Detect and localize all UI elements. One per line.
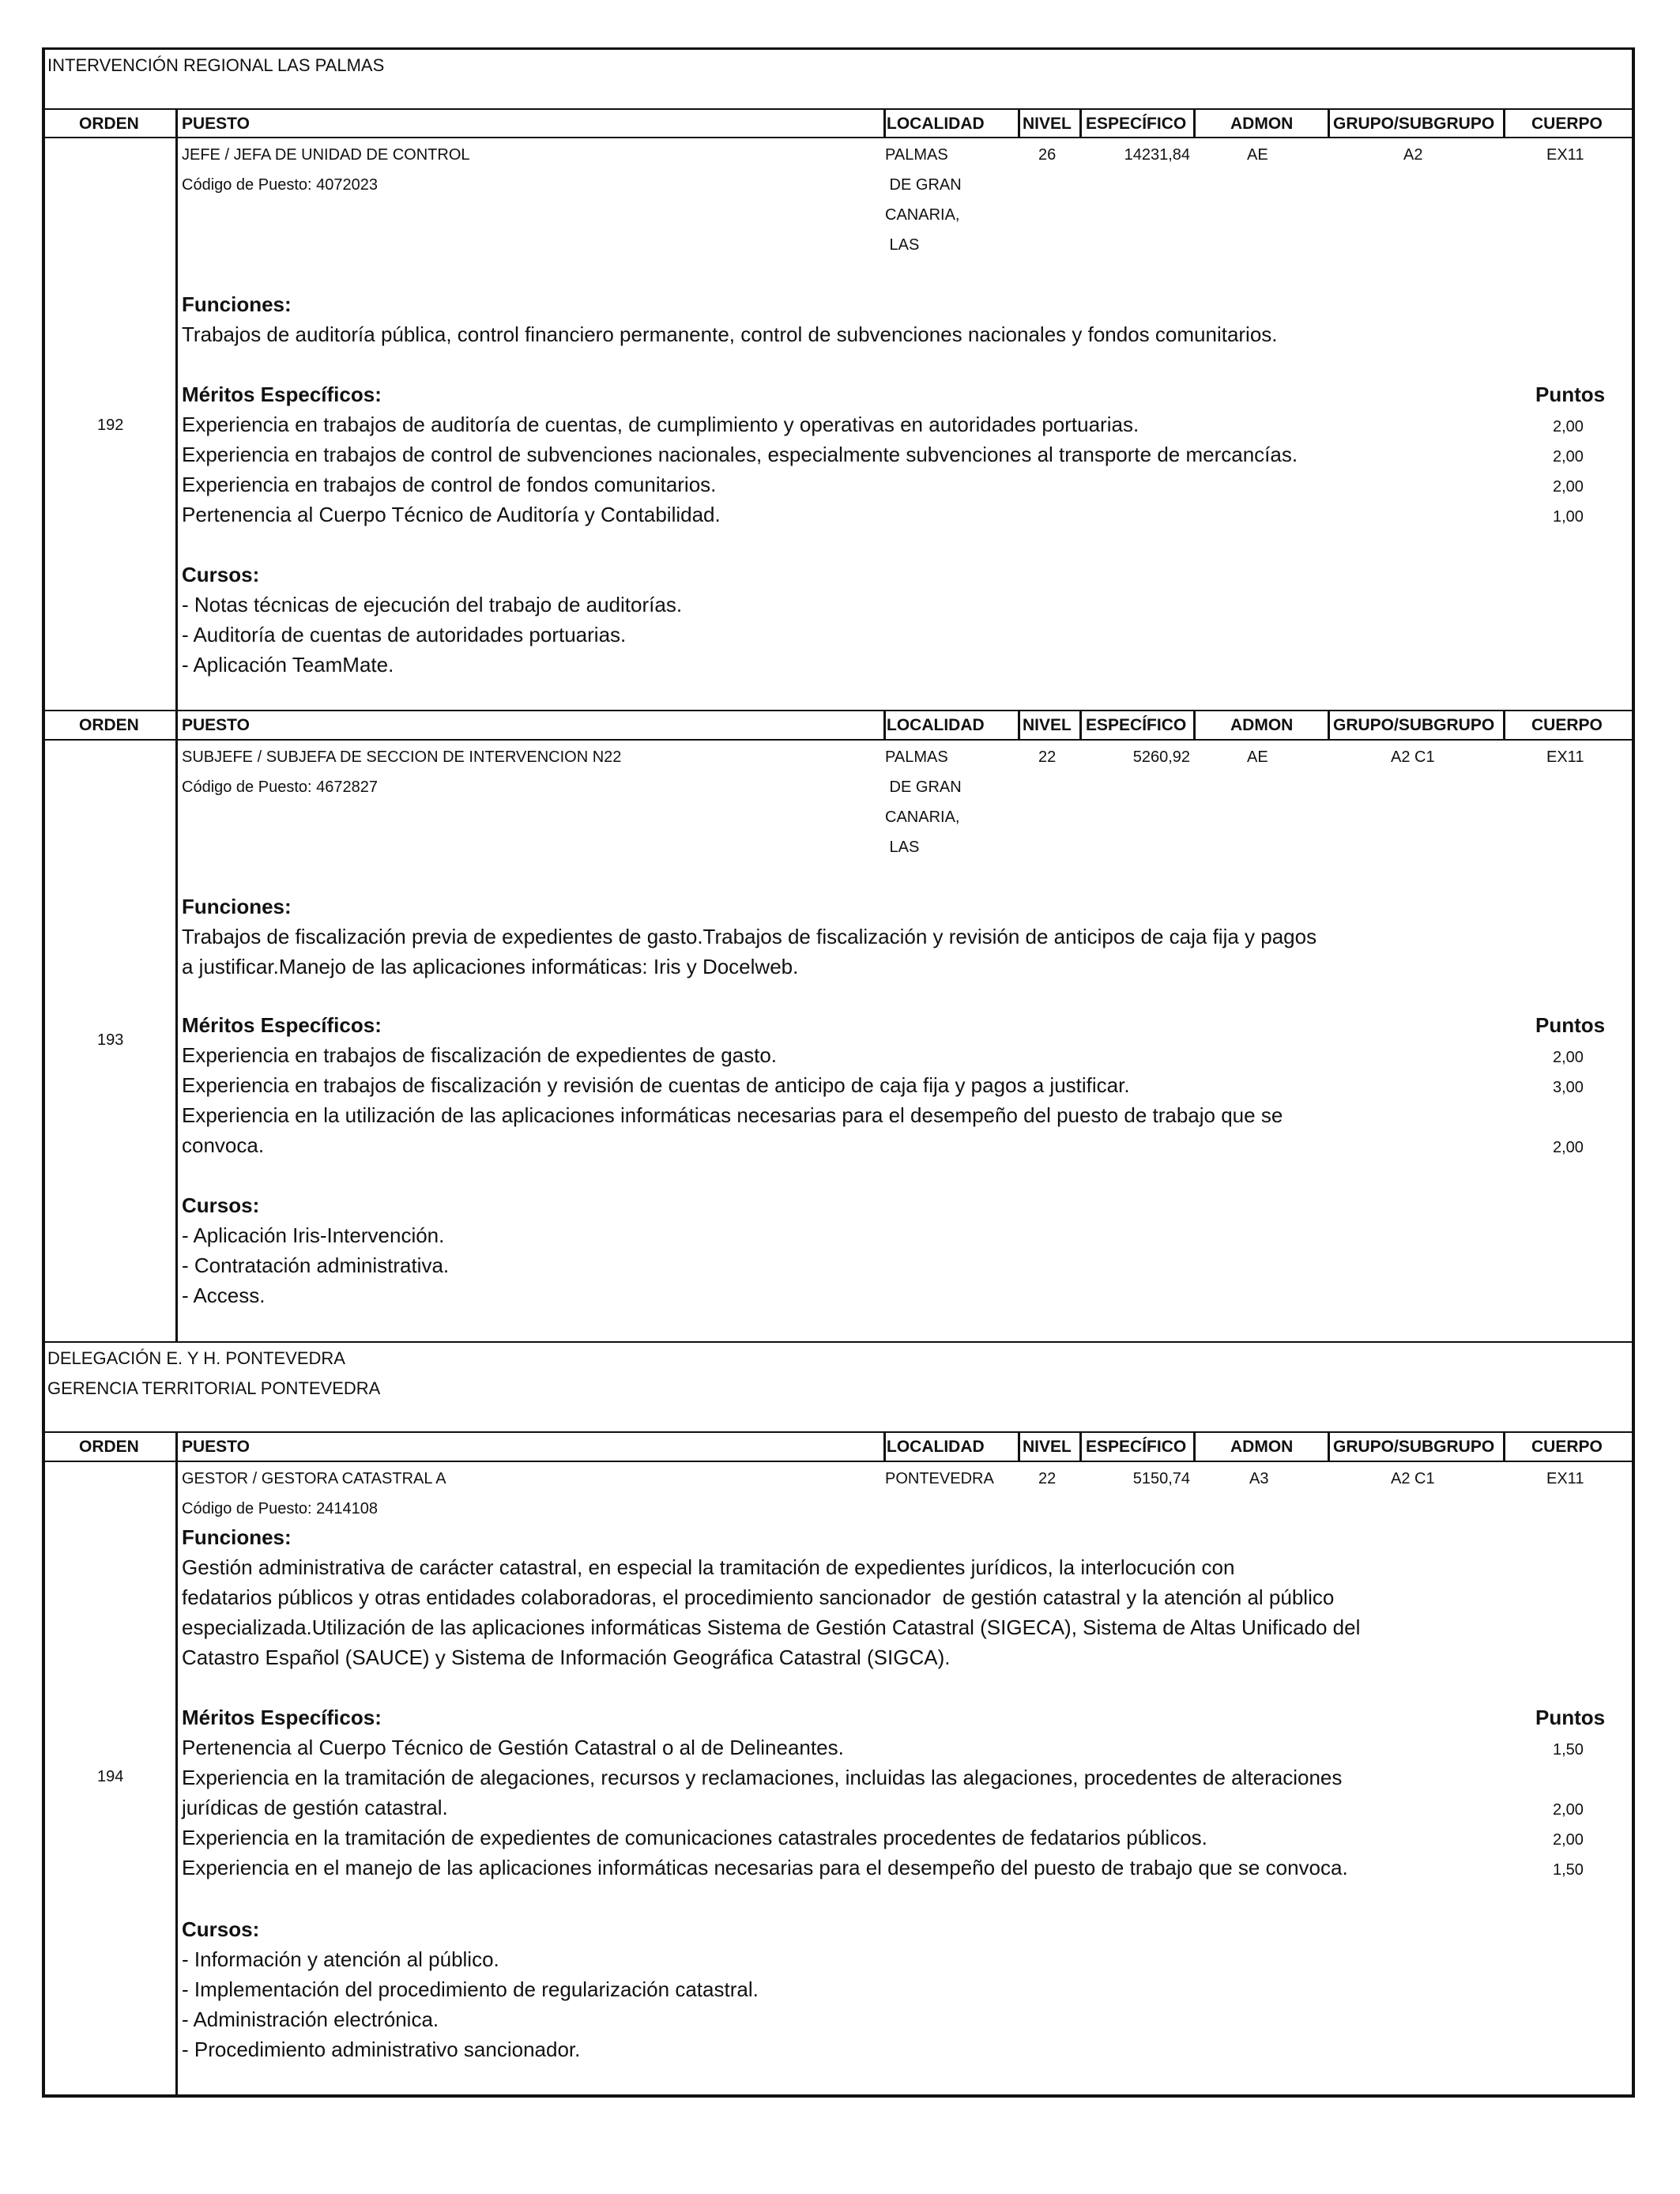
merito-item: Experiencia en la utilización de las aplicaciones informáticas necesarias para el desempeño del puesto de trabajo que se [182,1103,1283,1127]
funciones-text: a justificar.Manejo de las aplicaciones informáticas: Iris y Docelweb. [182,955,799,978]
localidad-line: DE GRAN [885,778,962,796]
grupo-value: A2 C1 [1391,1470,1435,1487]
header-cell-divider [1328,1431,1330,1461]
puntos-value: 2,00 [1553,448,1584,466]
divider [42,137,1635,138]
header-cell-divider [1193,1431,1196,1461]
cuerpo-value: EX11 [1546,748,1584,766]
cursos-label: Cursos: [182,1193,260,1217]
localidad-line: CANARIA, [885,206,960,224]
header-localidad: LOCALIDAD [887,716,985,734]
column-divider [175,1431,178,2098]
puntos-value: 2,00 [1553,1831,1584,1849]
admon-value: A3 [1249,1470,1269,1487]
merito-item: Pertenencia al Cuerpo Técnico de Gestión Catastral o al de Delineantes. [182,1736,844,1759]
section-title: DELEGACIÓN E. Y H. PONTEVEDRA [47,1348,345,1368]
localidad-line: LAS [885,839,920,856]
header-puesto: PUESTO [182,115,250,133]
header-cell-divider [883,1431,886,1461]
especifico-value: 14231,84 [1124,146,1190,164]
section-title: INTERVENCIÓN REGIONAL LAS PALMAS [47,55,385,75]
header-localidad: LOCALIDAD [887,1438,985,1456]
merito-item: Experiencia en el manejo de las aplicaciones informáticas necesarias para el desempeño del puesto de trabajo que se convoca. [182,1856,1348,1879]
meritos-label: Méritos Específicos: [182,383,382,406]
header-cell-divider [1328,108,1330,138]
nivel-value: 22 [1038,1470,1057,1487]
merito-item: Experiencia en trabajos de fiscalización de expedientes de gasto. [182,1043,778,1067]
funciones-text: Gestión administrativa de carácter catastral, en especial la tramitación de expedientes jurídicos, la interlocución con [182,1555,1235,1579]
header-nivel: NIVEL [1023,115,1072,133]
header-admon: ADMON [1230,716,1294,734]
curso-item: - Contratación administrativa. [182,1253,450,1277]
curso-item: - Información y atención al público. [182,1947,499,1971]
puntos-value: 2,00 [1553,418,1584,435]
header-cell-divider [1079,1431,1082,1461]
header-cell-divider [883,710,886,739]
header-orden: ORDEN [79,115,139,133]
curso-item: - Access. [182,1284,266,1307]
header-cuerpo: CUERPO [1531,115,1603,133]
funciones-label: Funciones: [182,1525,292,1549]
header-especifico: ESPECÍFICO [1086,1438,1187,1456]
merito-item: Experiencia en la tramitación de alegaciones, recursos y reclamaciones, incluidas las alegaciones, procedentes de alteraciones [182,1766,1343,1789]
puntos-value: 1,50 [1553,1741,1584,1759]
header-cell-divider [1018,1431,1020,1461]
orden-value: 193 [97,1031,124,1049]
puntos-value: 3,00 [1553,1079,1584,1096]
divider [42,1461,1635,1462]
header-cell-divider [1079,710,1082,739]
merito-item: Experiencia en trabajos de auditoría de cuentas, de cumplimiento y operativas en autoridades portuarias. [182,413,1139,436]
especifico-value: 5260,92 [1132,748,1190,766]
header-cuerpo: CUERPO [1531,1438,1603,1456]
divider [42,1431,1635,1433]
header-cuerpo: CUERPO [1531,716,1603,734]
merito-item: Pertenencia al Cuerpo Técnico de Auditoría y Contabilidad. [182,503,721,526]
header-cell-divider [1079,108,1082,138]
divider [42,1341,1635,1343]
header-localidad: LOCALIDAD [887,115,985,133]
funciones-text: Catastro Español (SAUCE) y Sistema de Información Geográfica Catastral (SIGCA). [182,1646,951,1669]
funciones-text: fedatarios públicos y otras entidades colaboradoras, el procedimiento sancionador de gestión catastral y la atención al público [182,1585,1335,1609]
localidad-line: LAS [885,236,920,254]
localidad-line: DE GRAN [885,176,962,194]
header-grupo: GRUPO/SUBGRUPO [1333,115,1495,133]
funciones-label: Funciones: [182,895,292,918]
localidad-line: PALMAS [885,146,948,164]
codigo-puesto: Código de Puesto: 4072023 [182,176,378,194]
header-puesto: PUESTO [182,1438,250,1456]
header-cell-divider [175,1431,178,1461]
orden-value: 194 [97,1768,124,1785]
puntos-value: 2,00 [1553,1139,1584,1156]
divider [42,710,1635,711]
header-cell-divider [1193,108,1196,138]
header-especifico: ESPECÍFICO [1086,716,1187,734]
curso-item: - Notas técnicas de ejecución del trabajo de auditorías. [182,593,683,616]
codigo-puesto: Código de Puesto: 2414108 [182,1500,378,1517]
puesto-title: GESTOR / GESTORA CATASTRAL A [182,1470,446,1487]
section-title: GERENCIA TERRITORIAL PONTEVEDRA [47,1378,381,1398]
header-especifico: ESPECÍFICO [1086,115,1187,133]
funciones-text: especializada.Utilización de las aplicaciones informáticas Sistema de Gestión Catastral (SIGECA), Sistema de Altas Unificado del [182,1615,1361,1639]
puntos-label: Puntos [1535,383,1606,406]
header-grupo: GRUPO/SUBGRUPO [1333,1438,1495,1456]
header-cell-divider [175,710,178,739]
merito-item: jurídicas de gestión catastral. [182,1796,448,1819]
merito-item: Experiencia en trabajos de fiscalización y revisión de cuentas de anticipo de caja fija y pagos a justificar. [182,1073,1130,1097]
header-orden: ORDEN [79,1438,139,1456]
column-divider [175,710,178,1342]
localidad-line: CANARIA, [885,809,960,826]
curso-item: - Procedimiento administrativo sancionador. [182,2038,581,2061]
admon-value: AE [1247,748,1268,766]
puesto-title: SUBJEFE / SUBJEFA DE SECCION DE INTERVENCION N22 [182,748,622,766]
grupo-value: A2 [1403,146,1423,164]
curso-item: - Auditoría de cuentas de autoridades portuarias. [182,623,627,647]
header-cell-divider [1503,1431,1505,1461]
puntos-value: 2,00 [1553,478,1584,496]
header-cell-divider [1018,710,1020,739]
localidad-line: PALMAS [885,748,948,766]
nivel-value: 22 [1038,748,1057,766]
header-grupo: GRUPO/SUBGRUPO [1333,716,1495,734]
curso-item: - Administración electrónica. [182,2007,439,2031]
header-cell-divider [1503,108,1505,138]
meritos-label: Méritos Específicos: [182,1013,382,1037]
nivel-value: 26 [1038,146,1057,164]
header-admon: ADMON [1230,115,1294,133]
localidad-line: PONTEVEDRA [885,1470,994,1487]
column-divider [175,108,178,711]
puntos-value: 2,00 [1553,1801,1584,1819]
header-cell-divider [1193,710,1196,739]
header-cell-divider [1328,710,1330,739]
header-cell-divider [1503,710,1505,739]
header-cell-divider [1018,108,1020,138]
puesto-title: JEFE / JEFA DE UNIDAD DE CONTROL [182,146,470,164]
funciones-text: Trabajos de fiscalización previa de expedientes de gasto.Trabajos de fiscalización y revisión de anticipos de caja fija y pagos [182,925,1317,948]
document-frame [42,47,1635,2098]
puntos-value: 2,00 [1553,1049,1584,1066]
puntos-label: Puntos [1535,1013,1606,1037]
cursos-label: Cursos: [182,1917,260,1941]
puntos-value: 1,50 [1553,1861,1584,1879]
header-nivel: NIVEL [1023,716,1072,734]
puntos-value: 1,00 [1553,508,1584,526]
funciones-text: Trabajos de auditoría pública, control financiero permanente, control de subvenciones nacionales y fondos comunitarios. [182,322,1278,346]
funciones-label: Funciones: [182,292,292,316]
divider [42,739,1635,741]
header-cell-divider [883,108,886,138]
merito-item: Experiencia en la tramitación de expedientes de comunicaciones catastrales procedentes de fedatarios públicos. [182,1826,1207,1849]
orden-value: 192 [97,417,124,434]
header-admon: ADMON [1230,1438,1294,1456]
curso-item: - Aplicación Iris-Intervención. [182,1223,445,1247]
divider [42,108,1635,110]
merito-item: Experiencia en trabajos de control de subvenciones nacionales, especialmente subvenciones al transporte de mercancías. [182,443,1298,466]
header-puesto: PUESTO [182,716,250,734]
curso-item: - Implementación del procedimiento de regularización catastral. [182,1977,759,2001]
cuerpo-value: EX11 [1546,146,1584,164]
meritos-label: Méritos Específicos: [182,1706,382,1729]
cursos-label: Cursos: [182,563,260,586]
grupo-value: A2 C1 [1391,748,1435,766]
puntos-label: Puntos [1535,1706,1606,1729]
merito-item: convoca. [182,1133,265,1157]
header-cell-divider [175,108,178,138]
curso-item: - Aplicación TeamMate. [182,653,394,677]
admon-value: AE [1247,146,1268,164]
header-nivel: NIVEL [1023,1438,1072,1456]
cuerpo-value: EX11 [1546,1470,1584,1487]
header-orden: ORDEN [79,716,139,734]
codigo-puesto: Código de Puesto: 4672827 [182,778,378,796]
merito-item: Experiencia en trabajos de control de fondos comunitarios. [182,473,717,496]
especifico-value: 5150,74 [1132,1470,1190,1487]
